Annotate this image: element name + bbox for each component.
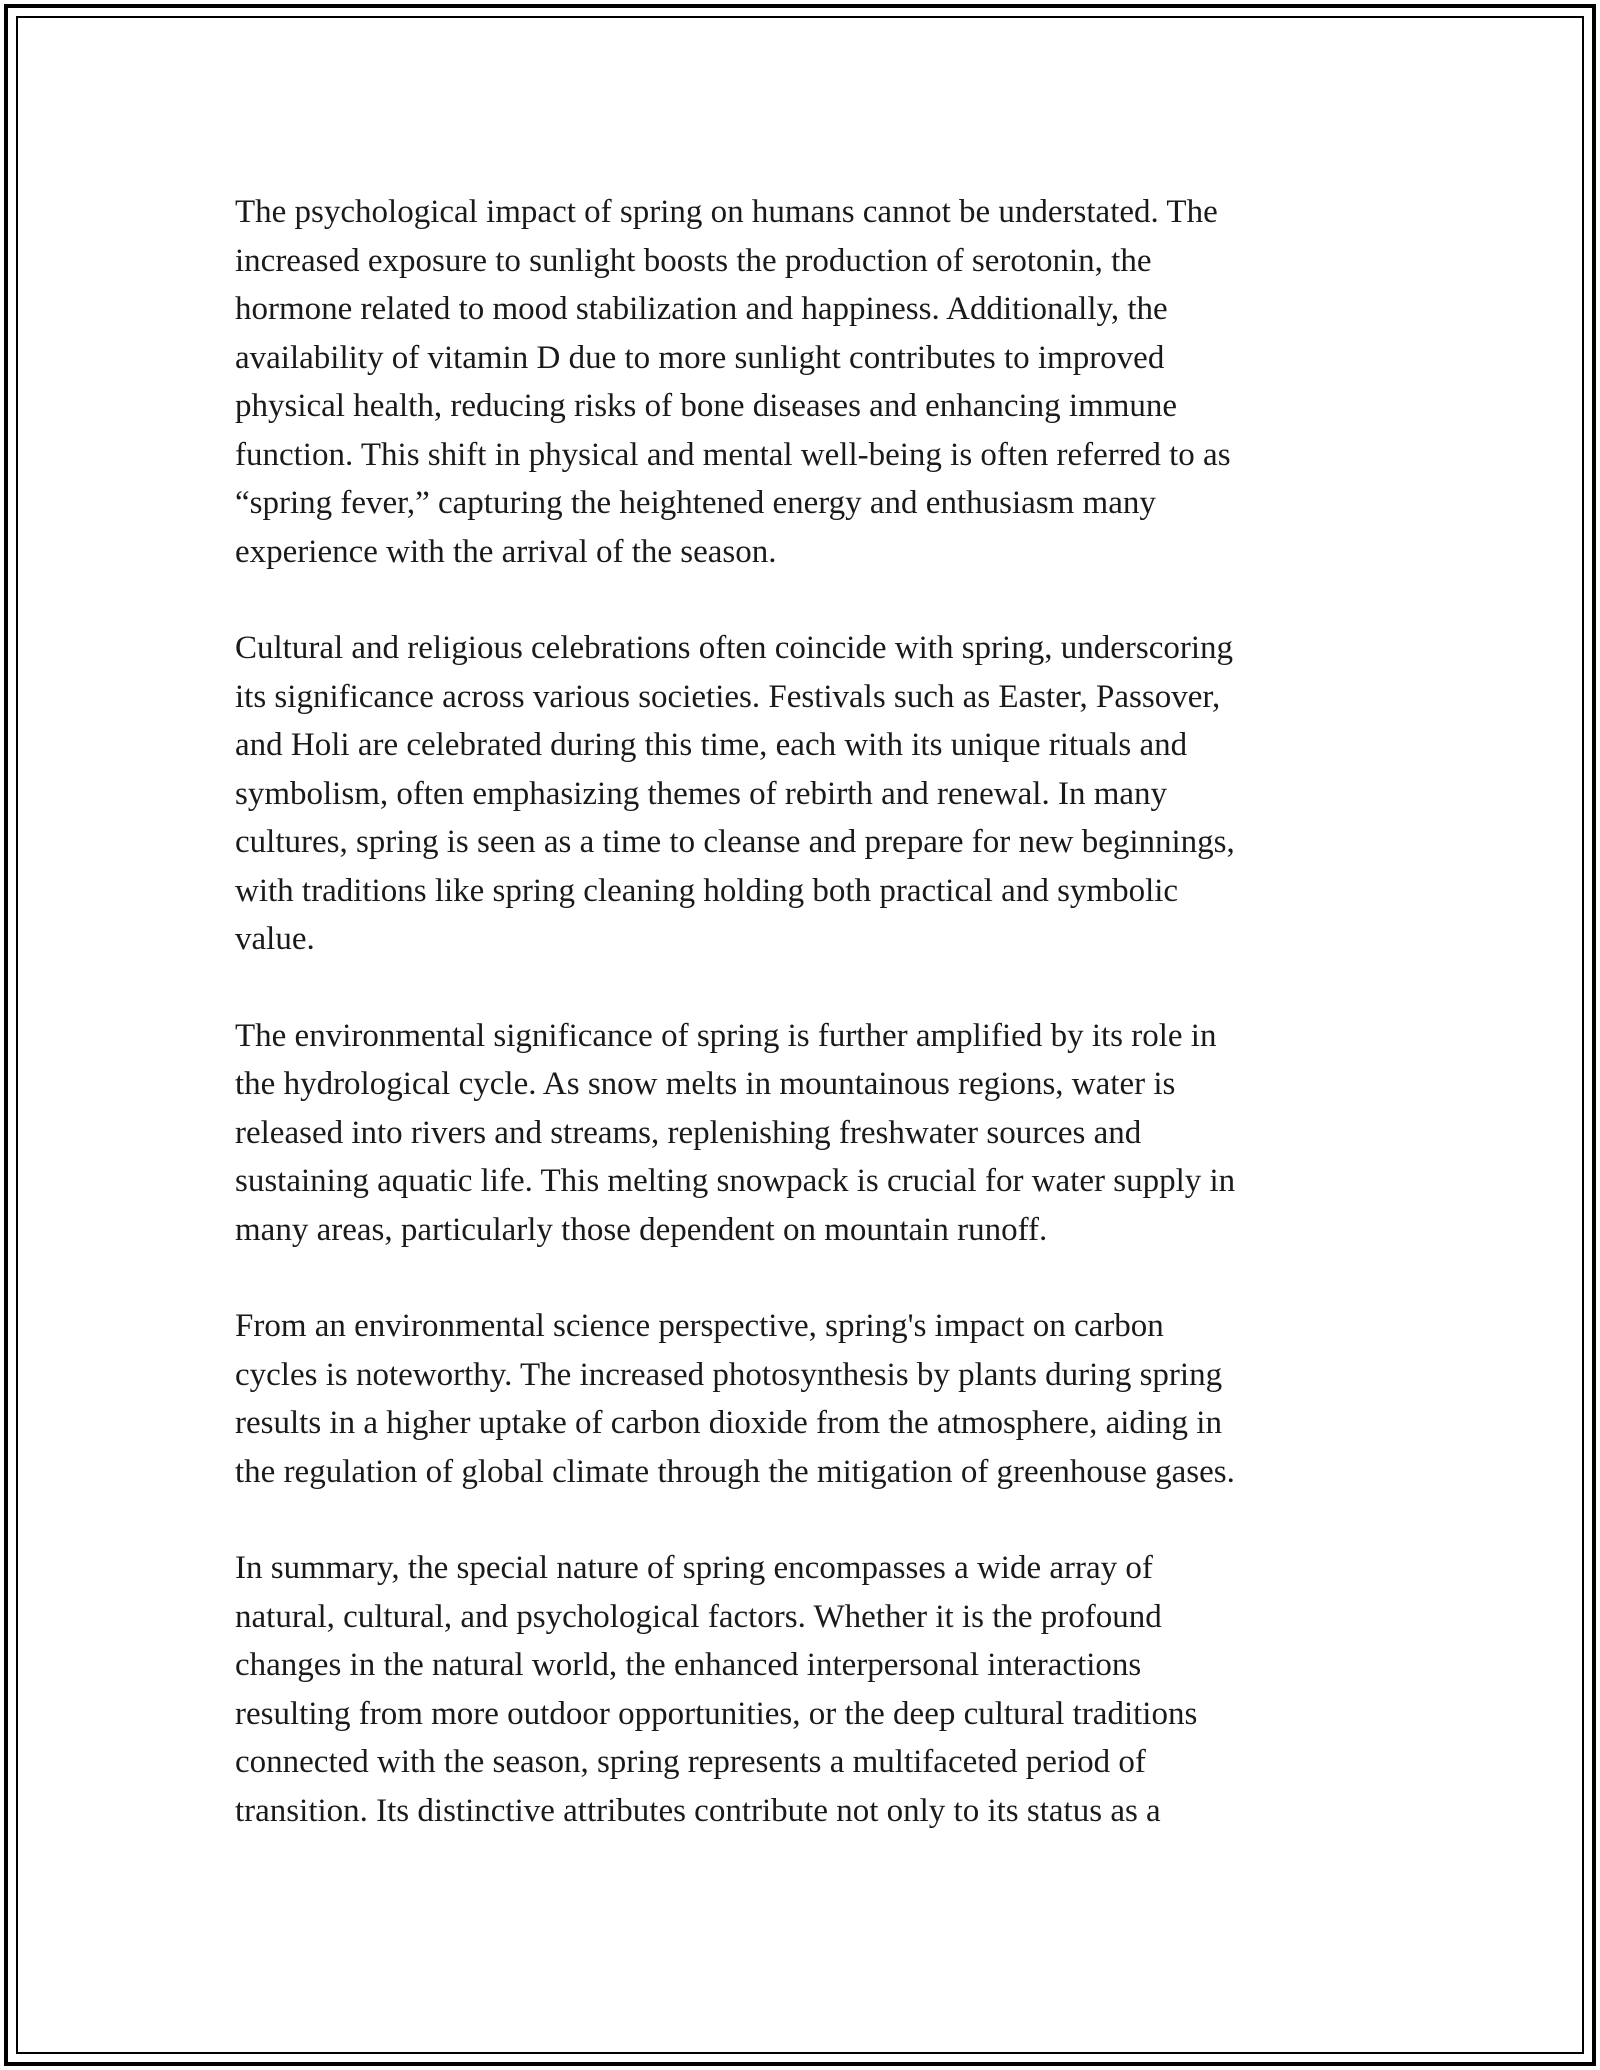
paragraph-cultural-celebrations: Cultural and religious celebrations often coincide with spring, underscoring its significance across various societies. Festivals such as Easter, Passover, and Holi are celebrated during this time, each with its unique rituals and symbolism, often emphasizing themes of rebirth and renewal. In many cultures, spring is seen as a time to cleanse and prepare for new beginnings, with traditions like spring cleaning holding both practical and symbolic value. [235, 630, 1235, 957]
paragraph-psychological-impact: The psychological impact of spring on humans cannot be understated. The increased exposure to sunlight boosts the production of serotonin, the hormone related to mood stabilization and happiness. Additionally, the availability of vitamin D due to more sunlight contributes to improved physical health, reducing risks of bone diseases and enhancing immune function. This shift in physical and mental well-being is often referred to as “spring fever,” capturing the heightened energy and enthusiasm many experience with the arrival of the season. [235, 194, 1231, 570]
paragraph-hydrological-cycle: The environmental significance of spring is further amplified by its role in the hydrological cycle. As snow melts in mountainous regions, water is released into rivers and streams, replenishing freshwater sources and sustaining aquatic life. This melting snowpack is crucial for water supply in many areas, particularly those dependent on mountain runoff. [235, 1017, 1236, 1248]
paragraph-summary: In summary, the special nature of spring encompasses a wide array of natural, cultural, and psychological factors. Whether it is the profound changes in the natural world, the enhanced interpersonal interactions resulting from more outdoor opportunities, or the deep cultural traditions connected with the season, spring represents a multifaceted period of transition. Its distinctive attributes contribute not only to its status as a [235, 1550, 1198, 1829]
paragraph-carbon-cycles: From an environmental science perspective, spring's impact on carbon cycles is noteworthy. The increased photosynthesis by plants during spring results in a higher uptake of carbon dioxide from the atmosphere, aiding in the regulation of global climate through the mitigation of greenhouse gases. [235, 1308, 1235, 1490]
document-body [235, 188, 1370, 1883]
